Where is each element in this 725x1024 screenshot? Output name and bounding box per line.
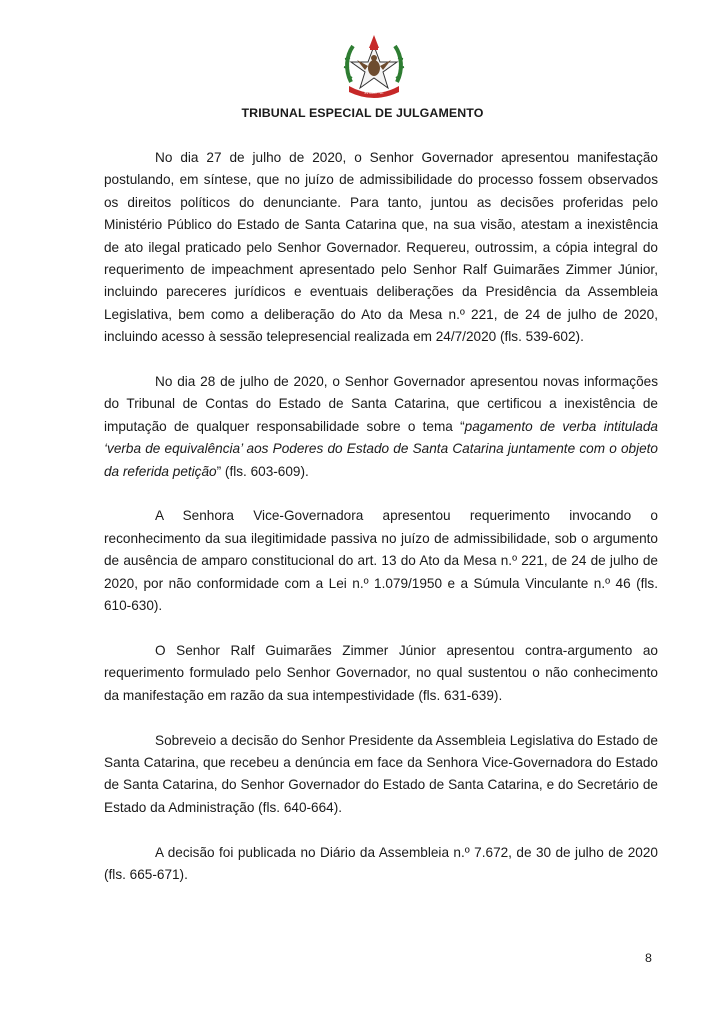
- paragraph-text: A Senhora Vice-Governadora apresentou requerimento invocando o reconhecimento da sua ilegitimidade passiva no juízo de admissibilidade, sob o argumento de ausência de amparo constitucional do art. 13 do Ato da Mesa n.º 221, de 24 de julho de 2020, por não conformidade com a Lei n.º 1.079/1950 e a Súmula Vinculante n.º 46 (fls. 610-630).: [104, 508, 658, 614]
- paragraph-text: No dia 28 de julho de 2020, o Senhor Governador apresentou novas informações do Tribunal de Contas do Estado de Santa Catarina, que certificou a inexistência de imputação de qualquer responsabilidade sobre o tema “: [104, 374, 658, 434]
- body-paragraph: [104, 842, 658, 887]
- state-coat-of-arms-icon: [343, 32, 405, 100]
- paragraph-text: A decisão foi publicada no Diário da Assembleia n.º 7.672, de 30 de julho de 2020 (fls. 665-671).: [104, 844, 658, 882]
- svg-text:ESTADO · SC: ESTADO · SC: [364, 91, 384, 95]
- page-header-title: TRIBUNAL ESPECIAL DE JULGAMENTO: [241, 106, 484, 120]
- paragraph-text: No dia 27 de julho de 2020, o Senhor Governador apresentou manifestação postulando, em síntese, que no juízo de admissibilidade do processo fossem observados os direitos políticos do denunciante. Para tanto, juntou as decisões proferidas pelo Ministério Público do Estado de Santa Catarina que, na sua visão, atestam a inexistência de ato ilegal praticado pelo Senhor Governador. Requereu, outrossim, a cópia integral do requerimento de impeachment apresentado pelo Senhor Ralf Guimarães Zimmer Júnior, incluindo pareceres jurídicos e eventuais deliberações da Presidência da Assembleia Legislativa, bem como a deliberação do Ato da Mesa n.º 221, de 24 de julho de 2020, incluindo acesso à sessão telepresencial realizada em 24/7/2020 (fls. 539-602).: [104, 150, 658, 345]
- body-paragraph: [104, 640, 658, 707]
- page-number: 8: [645, 951, 652, 965]
- body-paragraph: [104, 505, 658, 617]
- italic-quote: pagamento de verba intitulada ‘verba de equivalência’ aos Poderes do Estado de Santa Catarina juntamente com o objeto da referida petição: [104, 418, 658, 479]
- body-paragraph: [104, 371, 658, 483]
- document-body: [104, 147, 658, 886]
- paragraph-text: O Senhor Ralf Guimarães Zimmer Júnior apresentou contra-argumento ao requerimento formulado pelo Senhor Governador, no qual sustentou o não conhecimento da manifestação em razão da sua intempestividade (fls. 631-639).: [104, 642, 658, 703]
- paragraph-text: Sobreveio a decisão do Senhor Presidente da Assembleia Legislativa do Estado de Santa Catarina, que recebeu a denúncia em face da Senhora Vice-Governadora do Estado de Santa Catarina, do Senhor Governador do Estado de Santa Catarina, e do Secretário de Estado da Administração (fls. 640-664).: [104, 732, 658, 815]
- paragraph-text: ” (fls. 603-609).: [216, 463, 309, 479]
- body-paragraph: [104, 730, 658, 820]
- body-paragraph: [104, 147, 658, 349]
